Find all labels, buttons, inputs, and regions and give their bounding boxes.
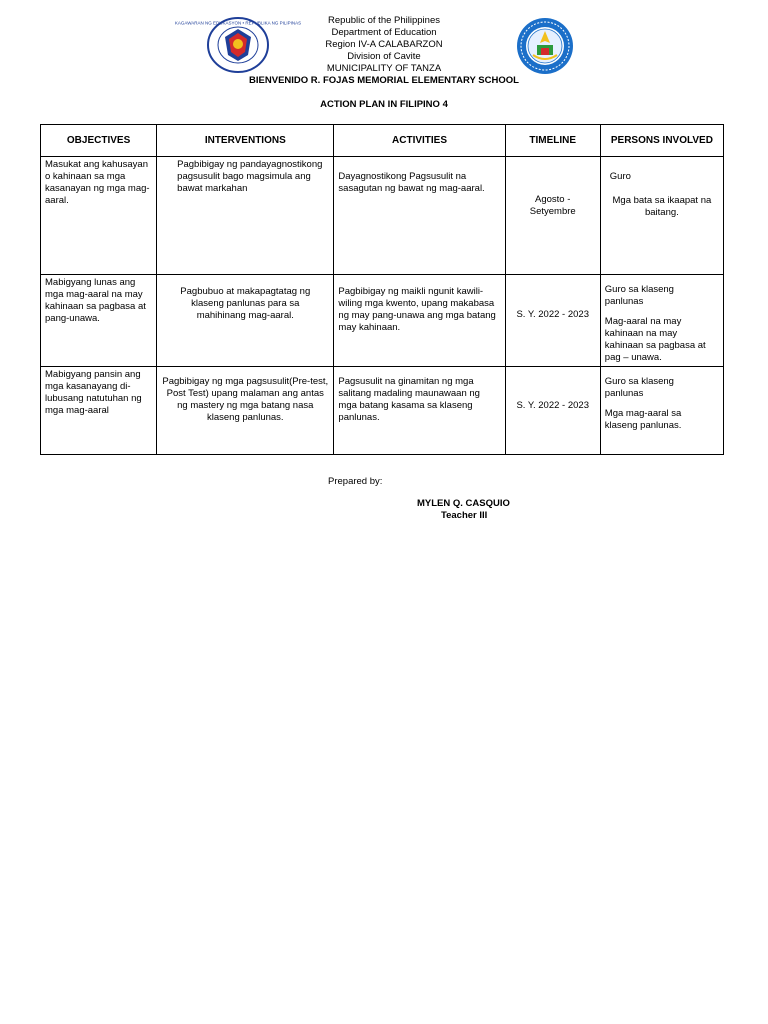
objective-cell <box>41 275 157 367</box>
intervention-text: Pagbibigay ng pandayagnostikong pagsusulit bago magsimula ang bawat markahan <box>177 159 323 194</box>
header-line-division: Division of Cavite <box>347 51 421 62</box>
timeline-text: S. Y. 2022 - 2023 <box>516 400 589 411</box>
persons-primary: Guro sa klaseng panlunas <box>604 376 674 399</box>
header-line-republic: Republic of the Philippines <box>328 15 440 26</box>
column-header-timeline: TIMELINE <box>505 125 600 157</box>
activity-cell <box>334 367 505 455</box>
timeline-text: S. Y. 2022 - 2023 <box>516 309 589 320</box>
column-header-interventions: INTERVENTIONS <box>157 125 334 157</box>
persons-primary: Guro sa klaseng panlunas <box>604 284 674 307</box>
objective-text: Mabigyang pansin ang mga kasanayang di-lubusang natutuhan ng mga mag-aaral <box>45 369 142 416</box>
intervention-text: Pagbibigay ng mga pagsusulit(Pre-test, Post Test) upang malaman ang antas ng mastery ng mga batang nasa klaseng panlunas. <box>162 376 329 423</box>
activity-text: Pagbibigay ng maikli ngunit kawili-wiling mga kwento, upang makabasa ng may pang-unawa ang mga batang may kahinaan. <box>338 286 496 333</box>
school-name: BIENVENIDO R. FOJAS MEMORIAL ELEMENTARY SCHOOL <box>249 75 519 86</box>
activity-cell <box>334 275 505 367</box>
activity-cell <box>334 157 505 275</box>
activity-text: Pagsusulit na ginamitan ng mga salitang madaling maunawaan ng mga batang kasama sa klaseng panlunas. <box>338 376 480 423</box>
column-header-activities: ACTIVITIES <box>334 125 505 157</box>
column-header-persons-involved: PERSONS INVOLVED <box>600 125 723 157</box>
timeline-cell <box>505 367 600 455</box>
table-row <box>41 275 724 367</box>
table-row <box>41 367 724 455</box>
intervention-cell <box>157 157 334 275</box>
action-plan-table <box>40 124 724 455</box>
header-line-region: Region IV-A CALABARZON <box>325 39 443 50</box>
header-line-municipality: MUNICIPALITY OF TANZA <box>326 63 442 74</box>
deped-seal-text: KAGAWARAN NG EDUKASYON • REPUBLIKA NG PILIPINAS <box>174 20 302 26</box>
persons-secondary: Mag-aaral na may kahinaan na may kahinaan sa pagbasa at pag – unawa. <box>604 316 706 363</box>
intervention-text: Pagbubuo at makapagtatag ng klaseng panlunas para sa mahihinang mag-aaral. <box>180 286 311 321</box>
intervention-cell <box>157 275 334 367</box>
timeline-cell <box>505 275 600 367</box>
document-title: ACTION PLAN IN FILIPINO 4 <box>320 99 448 110</box>
persons-secondary: Mga mag-aaral sa klaseng panlunas. <box>604 408 682 431</box>
objective-cell <box>41 367 157 455</box>
preparer-position: Teacher III <box>441 510 488 521</box>
header-line-deped: Department of Education <box>331 27 437 38</box>
table-row <box>41 157 724 275</box>
activity-text: Dayagnostikong Pagsusulit na sasagutan ng bawat ng mag-aaral. <box>338 171 485 194</box>
persons-cell <box>600 157 723 275</box>
preparer-name: MYLEN Q. CASQUIO <box>417 498 510 509</box>
timeline-text: Agosto - Setyembre <box>529 194 576 217</box>
objective-cell <box>41 157 157 275</box>
timeline-cell <box>505 157 600 275</box>
intervention-cell <box>157 367 334 455</box>
persons-cell <box>600 275 723 367</box>
prepared-by-label: Prepared by: <box>328 476 383 487</box>
persons-primary: Guro <box>609 171 631 182</box>
column-header-objectives: OBJECTIVES <box>41 125 157 157</box>
objective-text: Mabigyang lunas ang mga mag-aaral na may kahinaan sa pagbasa at pang-unawa. <box>45 277 146 324</box>
persons-secondary: Mga bata sa ikaapat na baitang. <box>612 195 712 218</box>
table-header-row <box>41 125 724 157</box>
objective-text: Masukat ang kahusayan o kahinaan sa mga kasanayan ng mga mag-aaral. <box>45 159 150 206</box>
persons-cell <box>600 367 723 455</box>
